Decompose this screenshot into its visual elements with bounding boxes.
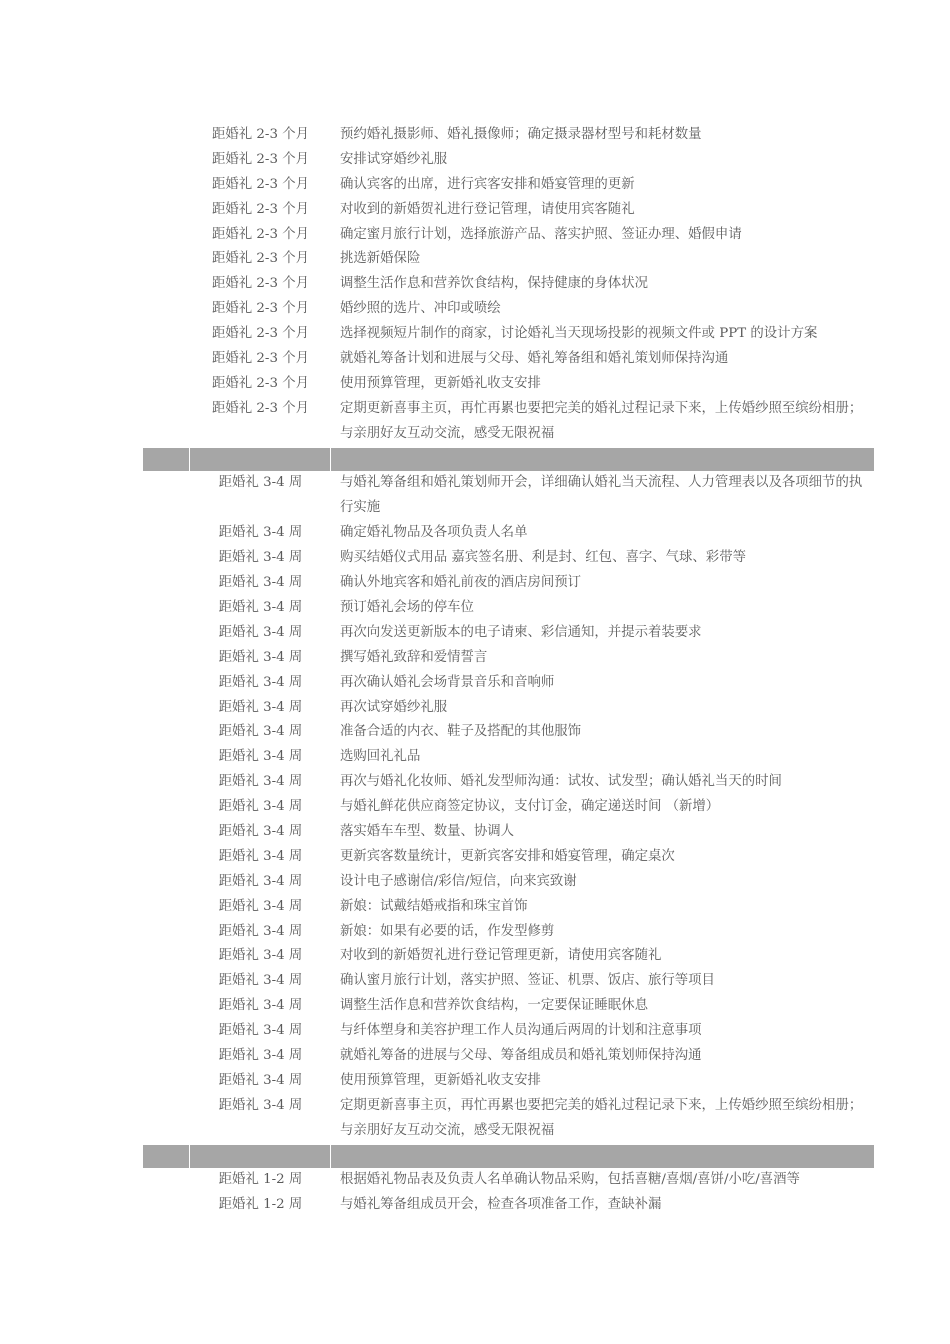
- task-text: 与纤体塑身和美容护理工作人员沟通后两周的计划和注意事项: [340, 1023, 702, 1039]
- checklist-row: [0, 596, 950, 621]
- task-text: 撰写婚礼致辞和爱情誓言: [340, 649, 488, 665]
- time-label: 距婚礼 3-4 周: [218, 475, 303, 491]
- task-text: 就婚礼筹备的进展与父母、筹备组成员和婚礼策划师保持沟通: [340, 1047, 702, 1063]
- time-label: 距婚礼 3-4 周: [218, 898, 303, 914]
- time-label: 距婚礼 3-4 周: [218, 1072, 303, 1088]
- task-text: 选购回礼礼品: [340, 749, 421, 765]
- checklist-row: [0, 671, 950, 696]
- checklist-row: [0, 770, 950, 795]
- checklist-row: [0, 272, 950, 297]
- checklist-row: [0, 895, 950, 920]
- checklist-row: [0, 1069, 950, 1094]
- time-label: 距婚礼 3-4 周: [218, 575, 303, 591]
- time-label: 距婚礼 3-4 周: [218, 774, 303, 790]
- task-text: 确认宾客的出席，进行宾客安排和婚宴管理的更新: [340, 176, 635, 192]
- checklist-row: [0, 123, 950, 148]
- checklist-row: [0, 571, 950, 596]
- time-label: 距婚礼 3-4 周: [218, 973, 303, 989]
- checklist-row: [0, 471, 950, 521]
- task-text: 确定蜜月旅行计划，选择旅游产品、落实护照、签证办理、婚假申请: [340, 226, 742, 242]
- task-text: 使用预算管理，更新婚礼收支安排: [340, 375, 541, 391]
- task-text: 设计电子感谢信/彩信/短信，向来宾致谢: [340, 873, 577, 889]
- wedding-checklist: [0, 123, 950, 1218]
- time-label: 距婚礼 3-4 周: [218, 1023, 303, 1039]
- time-label: 距婚礼 3-4 周: [218, 998, 303, 1014]
- checklist-row: [0, 944, 950, 969]
- section-divider: [0, 447, 950, 472]
- time-label: 距婚礼 3-4 周: [218, 823, 303, 839]
- checklist-row: [0, 322, 950, 347]
- time-label: 距婚礼 3-4 周: [218, 923, 303, 939]
- checklist-row: [0, 1168, 950, 1193]
- checklist-row: [0, 297, 950, 322]
- checklist-row: [0, 1094, 950, 1144]
- checklist-row: [0, 1044, 950, 1069]
- time-label: 距婚礼 3-4 周: [218, 749, 303, 765]
- time-label: 距婚礼 3-4 周: [218, 799, 303, 815]
- time-label: 距婚礼 2-3 个月: [211, 226, 310, 242]
- time-label: 距婚礼 2-3 个月: [211, 301, 310, 317]
- time-label: 距婚礼 3-4 周: [218, 848, 303, 864]
- task-text: 挑选新婚保险: [340, 251, 421, 267]
- task-text: 新娘：试戴结婚戒指和珠宝首饰: [340, 898, 528, 914]
- time-label: 距婚礼 2-3 个月: [211, 276, 310, 292]
- checklist-row: [0, 845, 950, 870]
- time-label: 距婚礼 2-3 个月: [211, 326, 310, 342]
- checklist-row: [0, 820, 950, 845]
- task-text: 确定婚礼物品及各项负责人名单: [340, 525, 528, 541]
- time-label: 距婚礼 3-4 周: [218, 550, 303, 566]
- time-label: 距婚礼 3-4 周: [218, 1097, 303, 1113]
- time-label: 距婚礼 2-3 个月: [211, 375, 310, 391]
- task-text: 调整生活作息和营养饮食结构，保持健康的身体状况: [340, 276, 648, 292]
- divider-bar: [143, 448, 874, 471]
- task-text: 再次向发送更新版本的电子请柬、彩信通知，并提示着装要求: [340, 624, 702, 640]
- task-text: 预订婚礼会场的停车位: [340, 599, 474, 615]
- task-text: 再次与婚礼化妆师、婚礼发型师沟通：试妆、试发型；确认婚礼当天的时间: [340, 774, 782, 790]
- checklist-row: [0, 745, 950, 770]
- task-text: 调整生活作息和营养饮食结构，一定要保证睡眠休息: [340, 998, 648, 1014]
- task-text: 与婚礼筹备组成员开会，检查各项准备工作，查缺补漏: [340, 1197, 662, 1213]
- time-label: 距婚礼 1-2 周: [218, 1172, 303, 1188]
- task-text: 落实婚车车型、数量、协调人: [340, 823, 515, 839]
- task-text: 与婚礼筹备组和婚礼策划师开会，详细确认婚礼当天流程、人力管理表以及各项细节的执行实施: [340, 475, 863, 516]
- task-text: 新娘：如果有必要的话，作发型修剪: [340, 923, 555, 939]
- task-text: 定期更新喜事主页，再忙再累也要把完美的婚礼过程记录下来，上传婚纱照至缤纷相册；与亲朋好友互动交流，感受无限祝福: [340, 1097, 863, 1138]
- time-label: 距婚礼 3-4 周: [218, 873, 303, 889]
- divider-line: [189, 1145, 190, 1168]
- divider-bar: [143, 1145, 874, 1168]
- task-text: 就婚礼筹备计划和进展与父母、婚礼筹备组和婚礼策划师保持沟通: [340, 351, 729, 367]
- checklist-row: [0, 247, 950, 272]
- checklist-row: [0, 1193, 950, 1218]
- checklist-row: [0, 546, 950, 571]
- time-label: 距婚礼 3-4 周: [218, 674, 303, 690]
- task-text: 选择视频短片制作的商家，讨论婚礼当天现场投影的视频文件或 PPT 的设计方案: [340, 326, 818, 342]
- task-text: 与婚礼鲜花供应商签定协议，支付订金，确定递送时间 （新增）: [340, 799, 720, 815]
- task-text: 对收到的新婚贺礼进行登记管理，请使用宾客随礼: [340, 201, 635, 217]
- checklist-row: [0, 397, 950, 447]
- checklist-row: [0, 521, 950, 546]
- task-text: 预约婚礼摄影师、婚礼摄像师；确定摄录器材型号和耗材数量: [340, 127, 702, 142]
- time-label: 距婚礼 2-3 个月: [211, 176, 310, 192]
- checklist-row: [0, 920, 950, 945]
- task-text: 使用预算管理，更新婚礼收支安排: [340, 1072, 541, 1088]
- checklist-row: [0, 870, 950, 895]
- checklist-row: [0, 173, 950, 198]
- checklist-row: [0, 969, 950, 994]
- time-label: 距婚礼 3-4 周: [218, 724, 303, 740]
- time-label: 距婚礼 3-4 周: [218, 948, 303, 964]
- checklist-row: [0, 1019, 950, 1044]
- divider-line: [330, 1145, 331, 1168]
- task-text: 准备合适的内衣、鞋子及搭配的其他服饰: [340, 724, 582, 740]
- task-text: 更新宾客数量统计，更新宾客安排和婚宴管理，确定桌次: [340, 848, 675, 864]
- task-text: 再次试穿婚纱礼服: [340, 699, 448, 715]
- divider-line: [189, 448, 190, 471]
- checklist-row: [0, 347, 950, 372]
- checklist-row: [0, 372, 950, 397]
- time-label: 距婚礼 2-3 个月: [211, 400, 310, 416]
- time-label: 距婚礼 3-4 周: [218, 525, 303, 541]
- time-label: 距婚礼 3-4 周: [218, 624, 303, 640]
- task-text: 安排试穿婚纱礼服: [340, 151, 448, 167]
- divider-line: [330, 448, 331, 471]
- checklist-row: [0, 795, 950, 820]
- time-label: 距婚礼 1-2 周: [218, 1197, 303, 1213]
- checklist-row: [0, 621, 950, 646]
- checklist-row: [0, 696, 950, 721]
- time-label: 距婚礼 3-4 周: [218, 599, 303, 615]
- checklist-row: [0, 720, 950, 745]
- task-text: 再次确认婚礼会场背景音乐和音响师: [340, 674, 555, 690]
- task-text: 确认蜜月旅行计划，落实护照、签证、机票、饭店、旅行等项目: [340, 973, 715, 989]
- time-label: 距婚礼 3-4 周: [218, 649, 303, 665]
- time-label: 距婚礼 2-3 个月: [211, 151, 310, 167]
- checklist-row: [0, 994, 950, 1019]
- task-text: 定期更新喜事主页，再忙再累也要把完美的婚礼过程记录下来，上传婚纱照至缤纷相册；与亲朋好友互动交流，感受无限祝福: [340, 400, 863, 441]
- task-text: 婚纱照的选片、冲印或喷绘: [340, 301, 501, 317]
- time-label: 距婚礼 2-3 个月: [211, 127, 310, 142]
- task-text: 根据婚礼物品表及负责人名单确认物品采购，包括喜糖/喜烟/喜饼/小吃/喜酒等: [340, 1172, 800, 1188]
- time-label: 距婚礼 2-3 个月: [211, 201, 310, 217]
- task-text: 购买结婚仪式用品 嘉宾签名册、利是封、红包、喜字、气球、彩带等: [340, 550, 746, 566]
- section-divider: [0, 1144, 950, 1169]
- checklist-row: [0, 198, 950, 223]
- checklist-row: [0, 646, 950, 671]
- time-label: 距婚礼 2-3 个月: [211, 251, 310, 267]
- time-label: 距婚礼 3-4 周: [218, 1047, 303, 1063]
- task-text: 对收到的新婚贺礼进行登记管理更新，请使用宾客随礼: [340, 948, 662, 964]
- time-label: 距婚礼 2-3 个月: [211, 351, 310, 367]
- checklist-row: [0, 148, 950, 173]
- time-label: 距婚礼 3-4 周: [218, 699, 303, 715]
- checklist-row: [0, 223, 950, 248]
- task-text: 确认外地宾客和婚礼前夜的酒店房间预订: [340, 575, 582, 591]
